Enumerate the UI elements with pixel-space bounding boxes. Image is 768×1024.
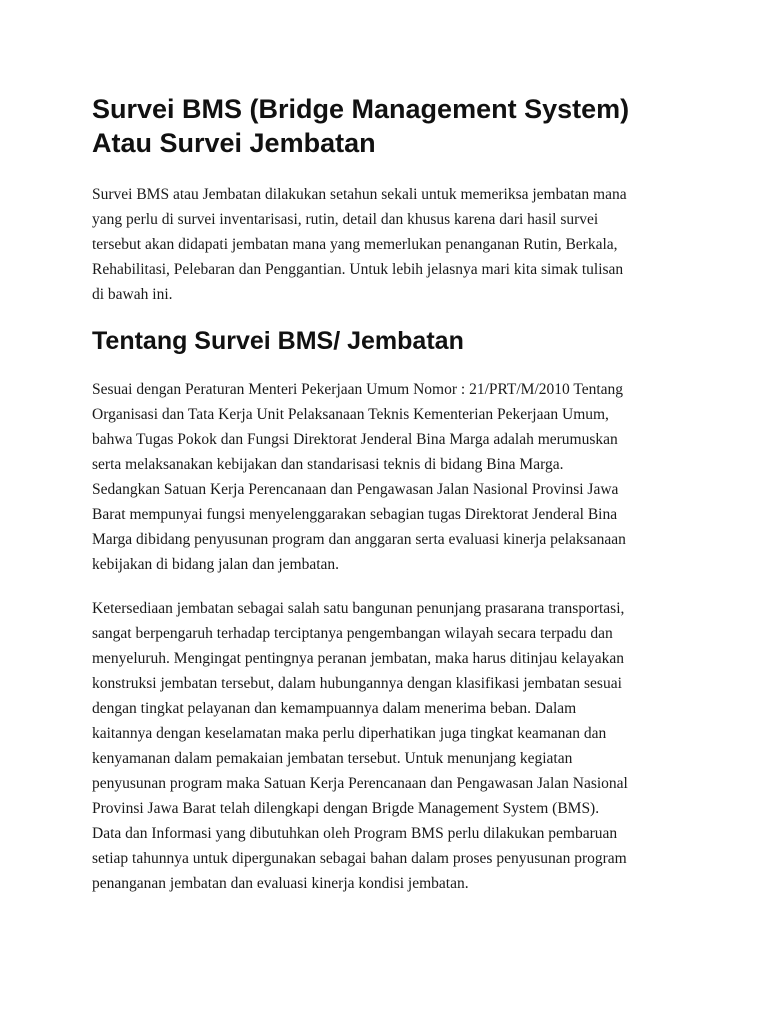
title-line: Atau Survei Jembatan	[92, 128, 376, 158]
text-line: Barat mempunyai fungsi menyelenggarakan sebagian tugas Direktorat Jenderal Bina	[92, 506, 618, 523]
text-line: Organisasi dan Tata Kerja Unit Pelaksanaan Teknis Kementerian Pekerjaan Umum,	[92, 406, 609, 423]
text-line: penanganan jembatan dan evaluasi kinerja kondisi jembatan.	[92, 875, 469, 892]
text-line: yang perlu di survei inventarisasi, rutin, detail dan khusus karena dari hasil survei	[92, 211, 599, 228]
text-line: Survei BMS atau Jembatan dilakukan setahun sekali untuk memeriksa jembatan mana	[92, 186, 627, 203]
text-line: setiap tahunnya untuk dipergunakan sebagai bahan dalam proses penyusunan program	[92, 850, 627, 867]
text-line: Rehabilitasi, Pelebaran dan Penggantian. Untuk lebih jelasnya mari kita simak tulisan	[92, 261, 624, 278]
text-line: Provinsi Jawa Barat telah dilengkapi dengan Brigde Management System (BMS).	[92, 800, 600, 817]
text-line: penyusunan program maka Satuan Kerja Perencanaan dan Pengawasan Jalan Nasional	[92, 775, 628, 792]
document-page	[92, 92, 692, 896]
text-line: tersebut akan didapati jembatan mana yang memerlukan penanganan Rutin, Berkala,	[92, 236, 618, 253]
title-line: Survei BMS (Bridge Management System)	[92, 94, 630, 124]
intro-paragraph	[92, 182, 692, 307]
text-line: sangat berpengaruh terhadap terciptanya pengembangan wilayah secara terpadu dan	[92, 625, 613, 642]
text-line: Sedangkan Satuan Kerja Perencanaan dan Pengawasan Jalan Nasional Provinsi Jawa	[92, 481, 619, 498]
text-line: dengan tingkat pelayanan dan kemampuannya dalam menerima beban. Dalam	[92, 700, 577, 717]
body-paragraph	[92, 377, 692, 577]
text-line: menyeluruh. Mengingat pentingnya peranan jembatan, maka harus ditinjau kelayakan	[92, 650, 624, 667]
text-line: Sesuai dengan Peraturan Menteri Pekerjaan Umum Nomor : 21/PRT/M/2010 Tentang	[92, 381, 624, 398]
text-line: konstruksi jembatan tersebut, dalam hubungannya dengan klasifikasi jembatan sesuai	[92, 675, 622, 692]
section-heading: Tentang Survei BMS/ Jembatan	[92, 327, 464, 355]
page-title	[92, 92, 692, 160]
body-paragraph	[92, 596, 692, 896]
text-line: bahwa Tugas Pokok dan Fungsi Direktorat Jenderal Bina Marga adalah merumuskan	[92, 431, 618, 448]
text-line: Data dan Informasi yang dibutuhkan oleh Program BMS perlu dilakukan pembaruan	[92, 825, 618, 842]
text-line: di bawah ini.	[92, 286, 173, 303]
text-line: kenyamanan dalam pemakaian jembatan tersebut. Untuk menunjang kegiatan	[92, 750, 573, 767]
text-line: kaitannya dengan keselamatan maka perlu diperhatikan juga tingkat keamanan dan	[92, 725, 607, 742]
text-line: Ketersediaan jembatan sebagai salah satu bangunan penunjang prasarana transportasi,	[92, 600, 625, 617]
text-line: serta melaksanakan kebijakan dan standarisasi teknis di bidang Bina Marga.	[92, 456, 564, 473]
text-line: kebijakan di bidang jalan dan jembatan.	[92, 556, 340, 573]
text-line: Marga dibidang penyusunan program dan anggaran serta evaluasi kinerja pelaksanaan	[92, 531, 626, 548]
